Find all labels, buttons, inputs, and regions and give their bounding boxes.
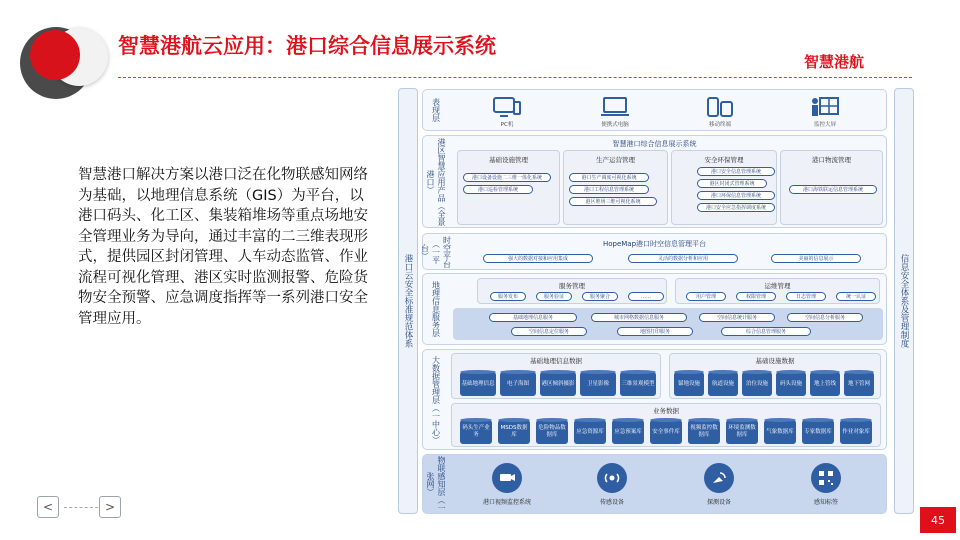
db-cylinder: 电子海图	[500, 372, 536, 396]
db-cylinder: 基础地理信息	[460, 372, 496, 396]
brand-label: 智慧港航	[804, 53, 865, 71]
db-cylinder: 卫星影像	[580, 372, 616, 396]
db-cylinder: 危险物品数据库	[536, 420, 568, 444]
db-cylinder: 地上管线	[810, 372, 840, 396]
ops-mgmt-box	[675, 278, 880, 304]
layer-label: 港区智慧应用产品（全景港口）	[426, 137, 446, 226]
db-cylinder: 环境监测数据库	[726, 420, 758, 444]
db-cylinder: 航道设施	[708, 372, 738, 396]
group-title: 运维管理	[764, 282, 791, 290]
db-cylinder: 专家数据库	[802, 420, 834, 444]
layer-label: 地理信息服务层	[431, 281, 441, 337]
ops-item[interactable]: 用户管理	[686, 292, 726, 301]
iot-item-camera	[467, 463, 547, 506]
db-cylinder: 视频监控数据库	[688, 420, 720, 444]
title-divider	[118, 77, 912, 78]
probe-icon	[704, 463, 734, 493]
nav-dots	[64, 507, 98, 508]
gis-service[interactable]: 地图打印服务	[617, 327, 693, 336]
device-monitor-wall	[793, 96, 857, 128]
apps-title: 智慧港口综合信息展示系统	[612, 140, 697, 148]
device-label: 监控大屏	[813, 122, 836, 128]
gis-service[interactable]: 基础地理信息服务	[489, 313, 577, 322]
db-cylinder: 安全事件库	[650, 420, 682, 444]
app-item[interactable]: 港口海铁联运信息管理系统	[789, 185, 877, 194]
platform-item[interactable]: 美丽的信息展示	[771, 254, 861, 263]
service-item[interactable]: 服务验证	[536, 292, 572, 301]
iot-label: 感知标签	[813, 499, 838, 506]
right-side-label: 信息安全体系及管理制度	[894, 88, 914, 514]
group-title: 安全环保管理	[704, 156, 744, 164]
group-title: 服务管理	[559, 282, 585, 290]
device-laptop	[583, 96, 647, 128]
platform-item[interactable]: 强大的数据对接和应用集成	[483, 254, 593, 263]
app-item[interactable]: 港口安全应急指挥调度系统	[697, 203, 775, 212]
service-item[interactable]: 服务发布	[490, 292, 526, 301]
left-side-label: 港口云安全标准规范体系	[398, 88, 418, 514]
app-item[interactable]: 港口巡检管理系统	[463, 185, 533, 194]
device-pc	[475, 96, 539, 128]
platform-title: HopeMap港口时空信息管理平台	[602, 240, 707, 248]
mobile-icon	[705, 96, 735, 118]
device-mobile	[688, 96, 752, 128]
device-label: 便携式电脑	[601, 122, 629, 128]
app-group-safety	[671, 150, 777, 225]
page-title: 智慧港航云应用：港口综合信息展示系统	[118, 34, 496, 58]
infra-data-box	[669, 353, 881, 399]
platform-item[interactable]: 灵活的数据分析和应用	[628, 254, 738, 263]
basic-geo-box	[451, 353, 661, 399]
iot-item-tag	[786, 463, 866, 506]
device-label: 移动终端	[708, 122, 731, 128]
qr-tag-icon	[811, 463, 841, 493]
app-group-infrastructure	[457, 150, 560, 225]
iot-layer	[422, 454, 887, 514]
gis-service-layer	[422, 273, 887, 345]
laptop-icon	[600, 96, 630, 118]
db-cylinder: 三维景观模型	[620, 372, 656, 396]
db-cylinder: 泊位设施	[742, 372, 772, 396]
apps-layer	[422, 135, 887, 228]
db-cylinder: 应急预案库	[612, 420, 644, 444]
db-cylinder: 锚地设施	[674, 372, 704, 396]
gis-service[interactable]: 空间信息统计服务	[699, 313, 775, 322]
description-text: 智慧港口解决方案以港口泛在化物联感知网络为基础，以地理信息系统（GIS）为平台，以港口码头、化工区、集装箱堆场等重点场地安全管理业务为导向，通过丰富的二三维表现形式，提供园区封闭管理、人车动态监管、作业流程可视化管理、港区实时监测报警、危险货物安全预警、应急调度指挥等一系列港口安全管理应用。	[78, 167, 368, 327]
app-item[interactable]: 港口安全信息管理系统	[697, 167, 775, 176]
db-cylinder: 地下管网	[844, 372, 874, 396]
app-item[interactable]: 港口生产调度可视化系统	[569, 173, 649, 182]
layer-label: 物联感知层（一张网）	[426, 456, 446, 512]
app-item[interactable]: 港口工程信息管理系统	[569, 185, 649, 194]
db-cylinder: 应急资源库	[574, 420, 606, 444]
gis-service[interactable]: 综合信息管理服务	[721, 327, 811, 336]
architecture-diagram	[394, 84, 920, 518]
prev-button[interactable]: <	[37, 496, 59, 518]
layer-label: 大数据管理层（一中心）	[431, 355, 441, 444]
db-cylinder: 气象数据库	[764, 420, 796, 444]
group-title: 港口物流管理	[812, 156, 851, 164]
pc-icon	[492, 96, 522, 118]
db-cylinder: 码头生产业务	[460, 420, 492, 444]
db-cylinder: MSDS数据库	[498, 420, 530, 444]
iot-item-probe	[679, 463, 759, 506]
iot-item-sensor	[572, 463, 652, 506]
spatiotemporal-layer	[422, 233, 887, 270]
camera-icon	[492, 463, 522, 493]
group-title: 生产运营管理	[596, 156, 635, 164]
app-group-logistics	[780, 150, 883, 225]
service-item[interactable]: ……	[628, 292, 664, 301]
gis-service[interactable]: 空间信息定位服务	[511, 327, 587, 336]
iot-label: 传感设备	[599, 499, 624, 506]
gis-services-band	[453, 308, 883, 340]
iot-label: 探测设备	[706, 499, 731, 506]
layer-label: 表现层	[431, 98, 441, 122]
business-data-box	[451, 403, 881, 447]
logo-red-circle	[30, 30, 80, 80]
page-number: 45	[920, 507, 956, 533]
next-button[interactable]: >	[99, 496, 121, 518]
layer-label: 时空平台（一平台）	[420, 235, 452, 268]
bigdata-layer	[422, 349, 887, 450]
gis-service[interactable]: 城市网格数据信息服务	[591, 313, 687, 322]
group-title: 基础设施管理	[489, 156, 528, 164]
sensor-icon	[597, 463, 627, 493]
db-cylinder: 港区倾斜摄影	[540, 372, 576, 396]
app-item[interactable]: 港口环保信息管理系统	[697, 191, 775, 200]
app-item[interactable]: 港口设备设施二三维一体化系统	[463, 173, 551, 182]
group-title: 基础地理信息数据	[530, 357, 582, 365]
app-item[interactable]: 港区堆场三维可视化系统	[569, 197, 657, 206]
ops-item[interactable]: 权限管理	[736, 292, 776, 301]
ops-item[interactable]: 日志管理	[786, 292, 826, 301]
service-mgmt-box	[477, 278, 667, 304]
monitor-wall-icon	[810, 96, 840, 118]
ops-item[interactable]: 统一认证	[836, 292, 876, 301]
app-group-operations	[563, 150, 668, 225]
group-title: 基础设施数据	[755, 357, 795, 365]
presentation-layer	[422, 89, 887, 131]
gis-service[interactable]: 空间信息分析服务	[787, 313, 863, 322]
service-item[interactable]: 服务聚合	[582, 292, 618, 301]
db-cylinder: 码头设施	[776, 372, 806, 396]
group-title: 业务数据	[653, 407, 679, 415]
iot-label: 港口视频监控系统	[482, 499, 531, 506]
device-label: PC机	[500, 122, 514, 128]
db-cylinder: 作业对象库	[840, 420, 872, 444]
app-item[interactable]: 港区封闭式管理系统	[697, 179, 767, 188]
